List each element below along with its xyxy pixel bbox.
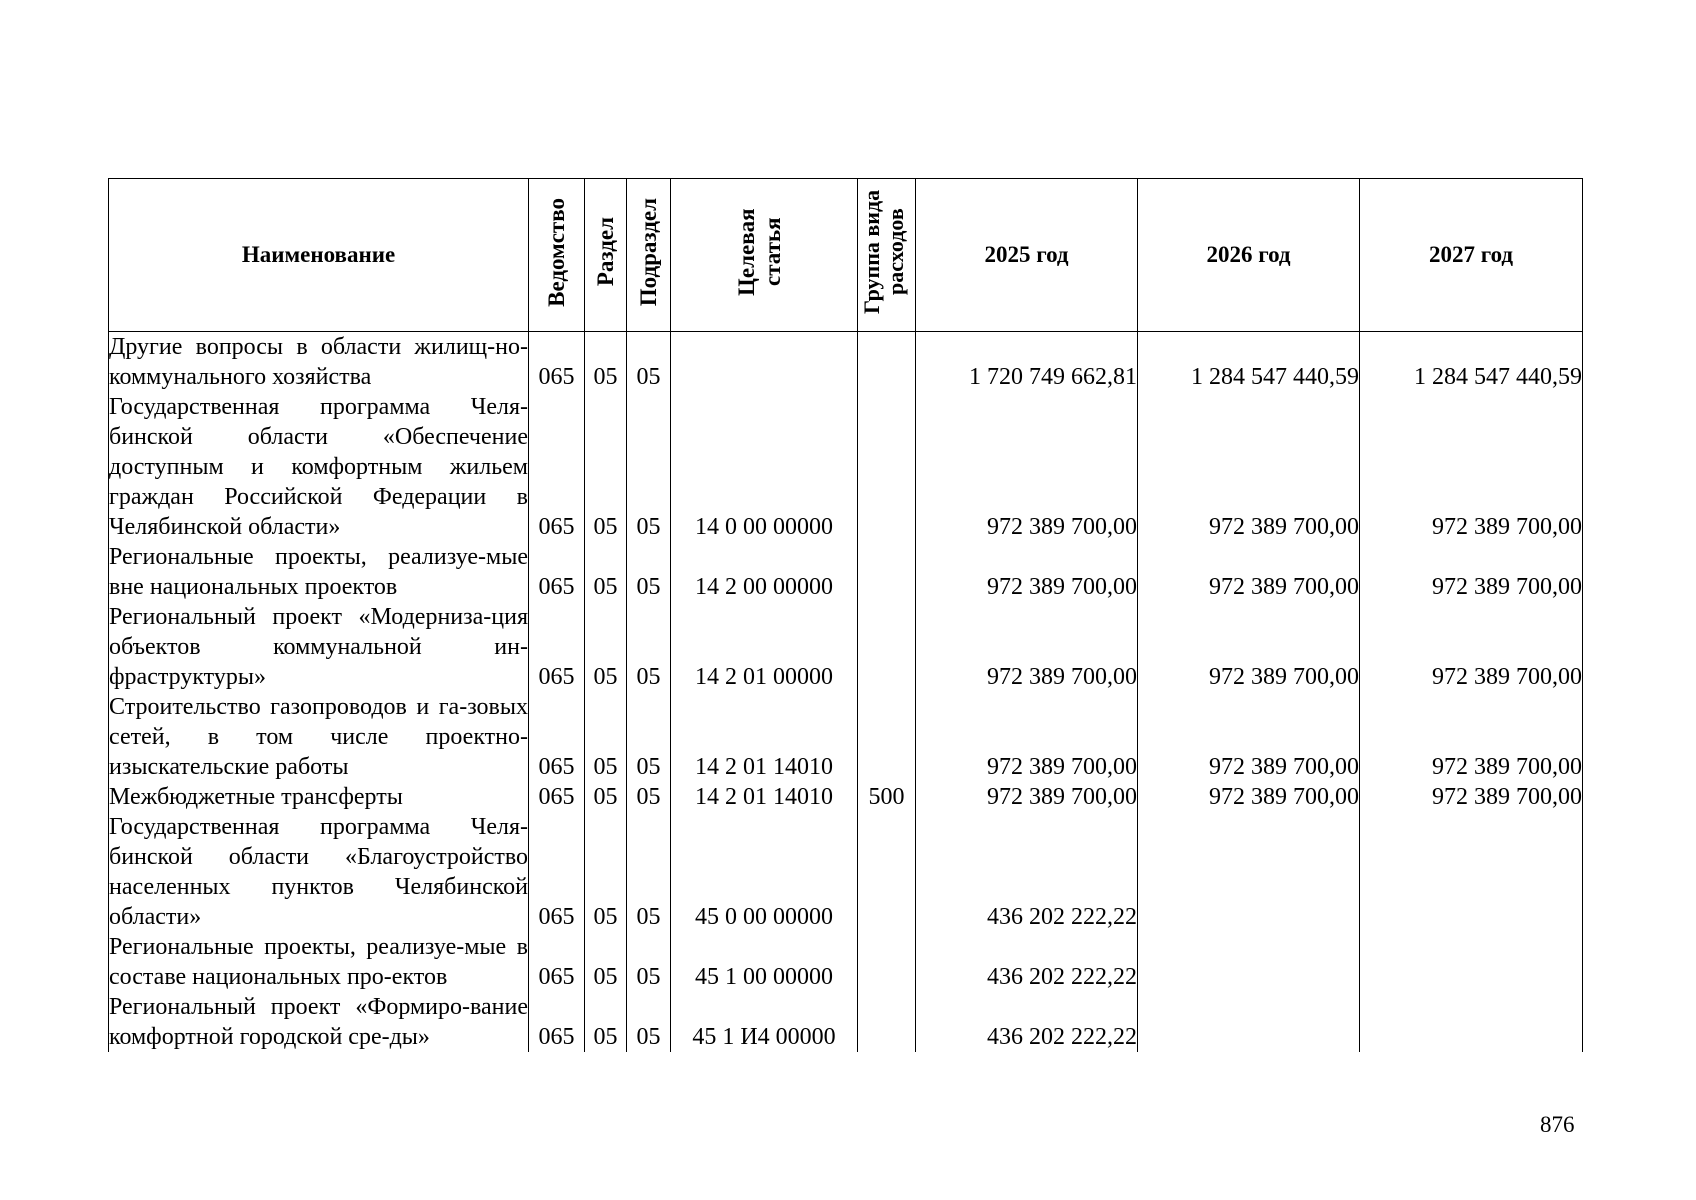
table-row — [109, 932, 1583, 992]
row-podrazdel: 05 — [627, 782, 671, 812]
row-podrazdel: 05 — [627, 992, 671, 1052]
row-razdel: 05 — [585, 692, 627, 782]
row-amount-2026: 972 389 700,00 — [1138, 392, 1360, 542]
row-vedomstvo: 065 — [529, 332, 585, 393]
row-razdel: 05 — [585, 782, 627, 812]
budget-table — [108, 178, 1583, 1052]
header-podrazdel: Подраздел — [627, 179, 671, 332]
row-celevaya-statya: 45 1 00 00000 — [671, 932, 858, 992]
row-name: Региональные проекты, реализуе-мые в составе национальных про-ектов — [109, 934, 528, 990]
row-amount-2026 — [1138, 932, 1360, 992]
row-celevaya-statya: 14 2 01 14010 — [671, 692, 858, 782]
row-podrazdel: 05 — [627, 332, 671, 393]
row-amount-2025: 436 202 222,22 — [916, 992, 1138, 1052]
row-amount-2027 — [1360, 932, 1583, 992]
header-vedomstvo: Ведомство — [529, 179, 585, 332]
row-amount-2027: 1 284 547 440,59 — [1360, 332, 1583, 393]
row-razdel: 05 — [585, 812, 627, 932]
row-vedomstvo: 065 — [529, 782, 585, 812]
row-amount-2025: 1 720 749 662,81 — [916, 332, 1138, 393]
row-amount-2027 — [1360, 812, 1583, 932]
row-amount-2025: 436 202 222,22 — [916, 932, 1138, 992]
table-row — [109, 542, 1583, 602]
row-podrazdel: 05 — [627, 692, 671, 782]
row-razdel: 05 — [585, 602, 627, 692]
row-podrazdel: 05 — [627, 392, 671, 542]
row-name: Межбюджетные трансферты — [109, 782, 529, 812]
row-gruppa-vida-rashodov — [858, 692, 916, 782]
row-name: Государственная программа Челя-бинской области «Обеспечение доступным и комфортным жильем граждан Российской Федерации в Челябинской области» — [109, 394, 528, 540]
row-amount-2027: 972 389 700,00 — [1360, 392, 1583, 542]
row-amount-2025: 972 389 700,00 — [916, 692, 1138, 782]
row-gruppa-vida-rashodov — [858, 392, 916, 542]
table-row — [109, 992, 1583, 1052]
row-gruppa-vida-rashodov — [858, 602, 916, 692]
row-amount-2025: 436 202 222,22 — [916, 812, 1138, 932]
row-amount-2026: 972 389 700,00 — [1138, 542, 1360, 602]
row-vedomstvo: 065 — [529, 602, 585, 692]
row-amount-2026 — [1138, 812, 1360, 932]
row-razdel: 05 — [585, 392, 627, 542]
row-name: Региональные проекты, реализуе-мые вне национальных проектов — [109, 544, 528, 600]
header-row — [109, 179, 1583, 332]
row-name: Строительство газопроводов и га-зовых сетей, в том числе проектно-изыскательские работы — [109, 694, 528, 780]
row-amount-2025: 972 389 700,00 — [916, 392, 1138, 542]
row-vedomstvo: 065 — [529, 692, 585, 782]
row-razdel: 05 — [585, 542, 627, 602]
header-gruppa-vida-rashodov: Группа вида расходов — [858, 179, 916, 332]
row-amount-2025: 972 389 700,00 — [916, 782, 1138, 812]
row-amount-2027: 972 389 700,00 — [1360, 692, 1583, 782]
row-name: Другие вопросы в области жилищ-но-коммунального хозяйства — [109, 332, 529, 393]
header-razdel: Раздел — [585, 179, 627, 332]
row-vedomstvo: 065 — [529, 542, 585, 602]
row-amount-2025: 972 389 700,00 — [916, 602, 1138, 692]
row-razdel: 05 — [585, 932, 627, 992]
table-row — [109, 812, 1583, 932]
row-gruppa-vida-rashodov: 500 — [858, 782, 916, 812]
row-amount-2027: 972 389 700,00 — [1360, 782, 1583, 812]
row-amount-2026: 972 389 700,00 — [1138, 692, 1360, 782]
row-gruppa-vida-rashodov — [858, 992, 916, 1052]
row-razdel: 05 — [585, 332, 627, 393]
row-podrazdel: 05 — [627, 542, 671, 602]
row-amount-2026 — [1138, 992, 1360, 1052]
row-amount-2025: 972 389 700,00 — [916, 542, 1138, 602]
row-vedomstvo: 065 — [529, 812, 585, 932]
row-gruppa-vida-rashodov — [858, 542, 916, 602]
row-amount-2027: 972 389 700,00 — [1360, 602, 1583, 692]
row-vedomstvo: 065 — [529, 932, 585, 992]
row-podrazdel: 05 — [627, 812, 671, 932]
row-celevaya-statya: 14 2 01 14010 — [671, 782, 858, 812]
header-year-2027: 2027 год — [1360, 179, 1583, 332]
row-gruppa-vida-rashodov — [858, 932, 916, 992]
row-podrazdel: 05 — [627, 932, 671, 992]
table-row — [109, 392, 1583, 542]
row-vedomstvo: 065 — [529, 392, 585, 542]
row-razdel: 05 — [585, 992, 627, 1052]
row-celevaya-statya: 14 2 01 00000 — [671, 602, 858, 692]
header-year-2025: 2025 год — [916, 179, 1138, 332]
header-year-2026: 2026 год — [1138, 179, 1360, 332]
header-celevaya-statya: Целевая статья — [671, 179, 858, 332]
table-row — [109, 782, 1583, 812]
row-gruppa-vida-rashodov — [858, 812, 916, 932]
row-podrazdel: 05 — [627, 602, 671, 692]
row-celevaya-statya: 45 0 00 00000 — [671, 812, 858, 932]
row-celevaya-statya: 14 0 00 00000 — [671, 392, 858, 542]
table-row — [109, 332, 1583, 393]
row-vedomstvo: 065 — [529, 992, 585, 1052]
row-amount-2026: 972 389 700,00 — [1138, 782, 1360, 812]
row-celevaya-statya: 45 1 И4 00000 — [671, 992, 858, 1052]
header-name: Наименование — [109, 179, 529, 332]
row-name: Региональный проект «Модерниза-ция объектов коммунальной ин-фраструктуры» — [109, 604, 528, 690]
row-name: Государственная программа Челя-бинской области «Благоустройство населенных пунктов Челябинской области» — [109, 814, 528, 930]
row-amount-2027: 972 389 700,00 — [1360, 542, 1583, 602]
row-gruppa-vida-rashodov — [858, 332, 916, 393]
row-amount-2026: 972 389 700,00 — [1138, 602, 1360, 692]
row-celevaya-statya: 14 2 00 00000 — [671, 542, 858, 602]
row-name: Региональный проект «Формиро-вание комфортной городской сре-ды» — [109, 994, 528, 1050]
table-row — [109, 602, 1583, 692]
row-amount-2026: 1 284 547 440,59 — [1138, 332, 1360, 393]
row-amount-2027 — [1360, 992, 1583, 1052]
table-row — [109, 692, 1583, 782]
page-number: 876 — [1540, 1112, 1575, 1137]
row-celevaya-statya — [671, 332, 858, 393]
